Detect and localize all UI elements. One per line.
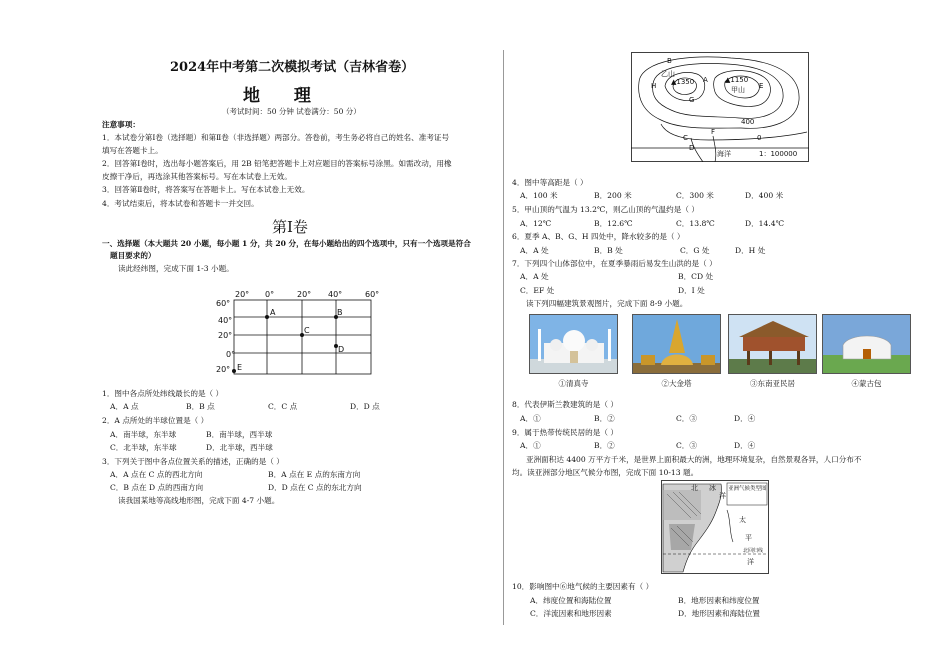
map-legend-title: 亚洲气候类型图 <box>728 486 767 492</box>
asia-climate-map <box>661 480 769 574</box>
section-title: 第Ⅰ卷 <box>272 218 308 236</box>
contour-label: D <box>689 144 695 152</box>
grid-left-label: 40° <box>218 316 233 325</box>
question-option: D．D 点在 C 点的东北方向 <box>268 483 362 492</box>
contour-label: G <box>689 96 695 104</box>
question-option: C．洋流因素和地形因素 <box>530 609 612 618</box>
question-option: D．H 处 <box>735 246 766 255</box>
latlong-grid-figure <box>210 286 390 378</box>
contour-label: 甲山 <box>731 86 745 94</box>
map-label: 太 <box>739 516 746 524</box>
grid-top-label: 20° <box>235 290 250 299</box>
question-option: C．EF 处 <box>520 286 555 295</box>
point-label: C <box>304 326 310 335</box>
question-option: D．14.4℃ <box>745 219 785 228</box>
contour-map-figure <box>631 52 809 162</box>
point-label: B <box>337 308 343 317</box>
grid-left-label: 20° <box>218 331 233 340</box>
question-option: C．13.8℃ <box>676 219 715 228</box>
photo-caption: ③东南亚民居 <box>750 379 795 388</box>
question-option: C．G 处 <box>680 246 710 255</box>
contour-label: E <box>759 82 764 90</box>
photo-caption: ④蒙古包 <box>851 379 882 388</box>
exam-title: 2024年中考第二次模拟考试（吉林省卷） <box>170 60 415 75</box>
question-option: C．C 点 <box>268 402 298 411</box>
question-option: A．A 点 <box>110 402 139 411</box>
intro-contour: 读我国某地等高线地形图，完成下面 4-7 小题。 <box>118 496 280 505</box>
question-stem: 5．甲山顶的气温为 13.2℃，则乙山顶的气温约是（ ） <box>512 205 699 214</box>
grid-top-label: 0° <box>265 290 275 299</box>
question-option: D．④ <box>734 441 756 450</box>
photo-caption: ①清真寺 <box>558 379 589 388</box>
contour-label: B <box>667 57 672 65</box>
question-option: D．D 点 <box>350 402 380 411</box>
contour-label: 海洋 <box>717 150 731 158</box>
subject-title: 地 理 <box>243 86 325 106</box>
point-label: E <box>237 363 243 372</box>
intro-buildings: 读下列四幅建筑景观图片，完成下面 8-9 小题。 <box>526 299 688 308</box>
question-option: A．纬度位置和海陆位置 <box>530 596 612 605</box>
question-stem: 3．下列关于图中各点位置关系的描述，正确的是（ ） <box>102 457 284 466</box>
contour-label: H <box>651 82 657 90</box>
question-option: D．地形因素和海陆位置 <box>678 609 761 618</box>
question-option: A．A 处 <box>520 272 549 281</box>
point-label: A <box>270 308 276 317</box>
contour-label: 1：100000 <box>759 150 798 158</box>
question-option: A．12℃ <box>520 219 552 228</box>
contour-label: 乙山 <box>661 70 675 78</box>
map-label: 北回归线 <box>743 548 764 554</box>
question-option: B．200 米 <box>594 191 632 200</box>
question-option: B．B 点 <box>186 402 215 411</box>
contour-label: A <box>703 76 708 84</box>
grid-top-label: 60° <box>365 290 380 299</box>
exam-info: （考试时间：50 分钟 试卷满分：50 分） <box>222 107 361 116</box>
question-option: B．B 处 <box>594 246 623 255</box>
photo-caption: ②大金塔 <box>661 379 692 388</box>
question-option: A．① <box>520 441 541 450</box>
intro-grid: 读此经纬图，完成下面 1-3 小题。 <box>118 264 234 273</box>
question-stem: 4．图中等高距是（ ） <box>512 178 588 187</box>
question-option: B．地形因素和纬度位置 <box>678 596 760 605</box>
map-label: 洋 <box>719 492 726 500</box>
note-line: 1．本试卷分第Ⅰ卷（选择题）和第Ⅱ卷（非选择题）两部分。答卷前，考生务必将自己的姓名、准考证号 <box>102 133 450 142</box>
contour-label: C <box>683 134 688 142</box>
grid-left-label: 20° <box>216 365 231 374</box>
grid-top-label: 40° <box>328 290 343 299</box>
question-option: B．南半球，西半球 <box>206 430 273 439</box>
grid-left-label: 0° <box>226 350 236 359</box>
question-stem: 7．下列四个山体部位中，在夏季暴雨后易发生山洪的是（ ） <box>512 259 717 268</box>
question-stem: 2．A 点所处的半球位置是（ ） <box>102 416 209 425</box>
intro-asia: 亚洲面积达 4400 万平方千米，是世界上面积最大的洲，地理环境复杂，自然景观各异，人口分布不 <box>526 455 862 464</box>
section-instruction: 一、选择题（本大题共 20 小题，每小题 1 分，共 20 分，在每小题给出的四个选项中，只有一个选项是符合 <box>102 239 471 248</box>
note-line: 皮擦干净后，再选涂其他答案标号。写在本试卷上无效。 <box>102 172 292 181</box>
question-option: B．CD 处 <box>678 272 714 281</box>
question-stem: 10．影响图中⑥地气候的主要因素有（ ） <box>512 582 654 591</box>
map-label: 洋 <box>747 558 754 566</box>
point-label: D <box>338 345 345 354</box>
question-stem: 9．属于热带传统民居的是（ ） <box>512 428 618 437</box>
question-option: A．南半球，东半球 <box>110 430 177 439</box>
photo-yurt <box>822 314 911 374</box>
grid-top-label: 20° <box>297 290 312 299</box>
column-divider <box>503 50 504 625</box>
note-line: 4．考试结束后，将本试卷和答题卡一并交回。 <box>102 199 259 208</box>
contour-label: ▲1150 <box>725 76 749 84</box>
question-option: B．② <box>594 441 615 450</box>
question-option: A．① <box>520 414 541 423</box>
intro-asia: 均。读亚洲部分地区气候分布图，完成下面 10-13 题。 <box>512 468 699 477</box>
map-label: 平 <box>745 534 752 542</box>
photo-mosque <box>529 314 618 374</box>
section-instruction: 题目要求的） <box>110 251 156 260</box>
question-option: A．A 点在 C 点的西北方向 <box>110 470 203 479</box>
grid-left-label: 60° <box>216 299 231 308</box>
question-option: A．A 处 <box>520 246 549 255</box>
note-line: 3．回答第Ⅱ卷时，将答案写在答题卡上。写在本试卷上无效。 <box>102 185 310 194</box>
question-option: D．I 处 <box>678 286 705 295</box>
map-label: 北 <box>691 484 698 492</box>
question-stem: 6．夏季 A、B、G、H 四处中，降水较多的是（ ） <box>512 232 685 241</box>
note-line: 填写在答题卡上。 <box>102 146 163 155</box>
question-option: A．100 米 <box>520 191 558 200</box>
question-option: B．12.6℃ <box>594 219 633 228</box>
contour-label: F <box>711 128 716 136</box>
point-a-dot <box>265 315 269 319</box>
question-option: B．A 点在 E 点的东南方向 <box>268 470 361 479</box>
question-option: B．② <box>594 414 615 423</box>
question-stem: 8．代表伊斯兰教建筑的是（ ） <box>512 400 618 409</box>
question-option: C．北半球，东半球 <box>110 443 177 452</box>
contour-label: ▲1350 <box>671 78 695 86</box>
question-option: C．③ <box>676 441 697 450</box>
question-option: C．③ <box>676 414 697 423</box>
contour-label: 0 <box>757 134 762 142</box>
notes-heading: 注意事项： <box>102 120 140 129</box>
question-option: D．400 米 <box>745 191 784 200</box>
map-label: 冰 <box>709 484 716 492</box>
question-option: D．④ <box>734 414 756 423</box>
question-option: C．300 米 <box>676 191 714 200</box>
photo-stilt-house <box>728 314 817 374</box>
contour-label: 400 <box>741 118 755 126</box>
photo-pagoda <box>632 314 721 374</box>
question-option: C．B 点在 D 点的西南方向 <box>110 483 204 492</box>
point-e-dot <box>232 369 236 373</box>
note-line: 2．回答第Ⅰ卷时，选出每小题答案后，用 2B 铅笔把答题卡上对应题目的答案标号涂黑。如需改动，用橡 <box>102 159 452 168</box>
question-option: D．北半球，西半球 <box>206 443 273 452</box>
question-stem: 1．图中各点所处纬线最长的是（ ） <box>102 389 224 398</box>
